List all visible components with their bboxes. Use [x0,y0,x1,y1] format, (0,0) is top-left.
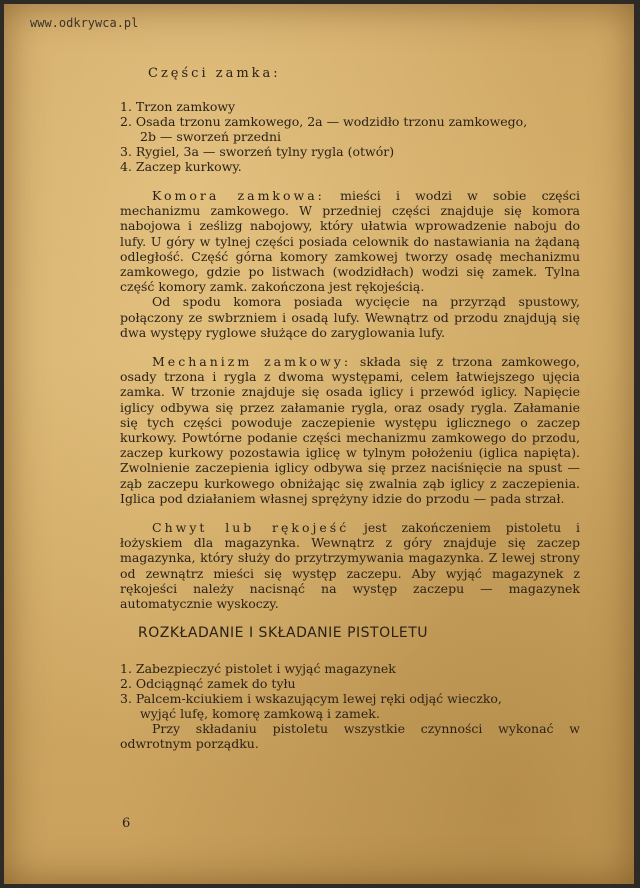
komora-text: mieści i wodzi w sobie części mechanizmu zamkowego. W przedniej części znajduje się komora nabojowa i ześlizg nabojowy, który ułatwia wprowadzenie naboju do lufy. U góry w tylnej części posiada celownik do nastawiania na żądaną odległość. Część górna komory zamkowej tworzy osadę mechanizmu zamkowego, gdzie po listwach (wodzidłach) wodzi się zamek. Tylna część komory zamk. zakończona jest rękojeścią. [120,188,580,295]
steps-list [120,661,580,721]
mechanizm-text: składa się z trzona zamkowego, osady trzona i rygla z dwoma występami, celem łatwiejszego ujęcia zamka. W trzonie znajduje się osada iglicy i przewód iglicy. Napięcie iglicy odbywa się przez załamanie rygla, oraz osady rygla. Załamanie się tych części powoduje zaczepienie występu iglicznego o zaczep kurkowy. Powtórne podanie części mechanizmu zamkowego do przodu, zaczep kurkowy pozostawia iglicę w tylnym położeniu (iglica napięta). Zwolnienie zaczepienia iglicy odbywa się przez naciśnięcie na spust — ząb zaczepu kurkowego obniżając się zwalnia ząb iglicy z zaczepienia. Iglica pod działaniem własnej sprężyny idzie do przodu — pada strzał. [120,354,580,506]
list-item: 2. Odciągnąć zamek do tyłu [120,676,296,692]
document-page [4,4,634,884]
section-title: ROZKŁADANIE I SKŁADANIE PISTOLETU [138,625,429,642]
closing-paragraph: Przy składaniu pistoletu wszystkie czynności wykonać w odwrotnym porządku. [120,721,580,752]
komora-paragraph [120,188,580,294]
mechanizm-term: Mechanizm zamkowy: [152,354,352,370]
list-item: 4. Zaczep kurkowy. [120,159,242,174]
chwyt-paragraph [120,520,580,611]
list-item: 1. Trzon zamkowy [120,99,236,114]
page-number: 6 [122,816,131,831]
page-content [120,66,580,752]
chwyt-text: jest zakończeniem pistoletu i łożyskiem dla magazynka. Wewnątrz z góry znajduje się zaczep magazynka, który służy do przytrzymywania magazynka. Z lewej strony od zewnątrz mieści się występ zaczepu. Aby wyjąć magazynek z rękojeści należy nacisnąć na występ zaczepu — magazynek automatycznie wyskoczy. [120,520,580,612]
list-item: 1. Zabezpieczyć pistolet i wyjąć magazynek [120,661,396,677]
chwyt-term: Chwyt lub rękojeść [152,520,350,536]
komora-paragraph-2: Od spodu komora posiada wycięcie na przyrząd spustowy, połączony ze swbrzniem i osadą lufy. Wewnątrz od przodu znajdują się dwa występy ryglowe służące do zaryglowania lufy. [120,294,580,340]
list-item: wyjąć lufę, komorę zamkową i zamek. [140,706,380,722]
parts-list [120,99,580,174]
list-item: 2b — sworzeń przedni [140,129,282,144]
list-item: 3. Palcem-kciukiem i wskazującym lewej ręki odjąć wieczko, [120,691,502,707]
mechanizm-paragraph [120,354,580,506]
watermark: www.odkrywca.pl [30,16,139,30]
list-item: 2. Osada trzonu zamkowego, 2a — wodzidło trzonu zamkowego, [120,114,528,129]
parts-heading: Części zamka: [148,66,281,81]
komora-term: Komora zamkowa: [152,188,325,203]
list-item: 3. Rygiel, 3a — sworzeń tylny rygla (otwór) [120,144,395,159]
